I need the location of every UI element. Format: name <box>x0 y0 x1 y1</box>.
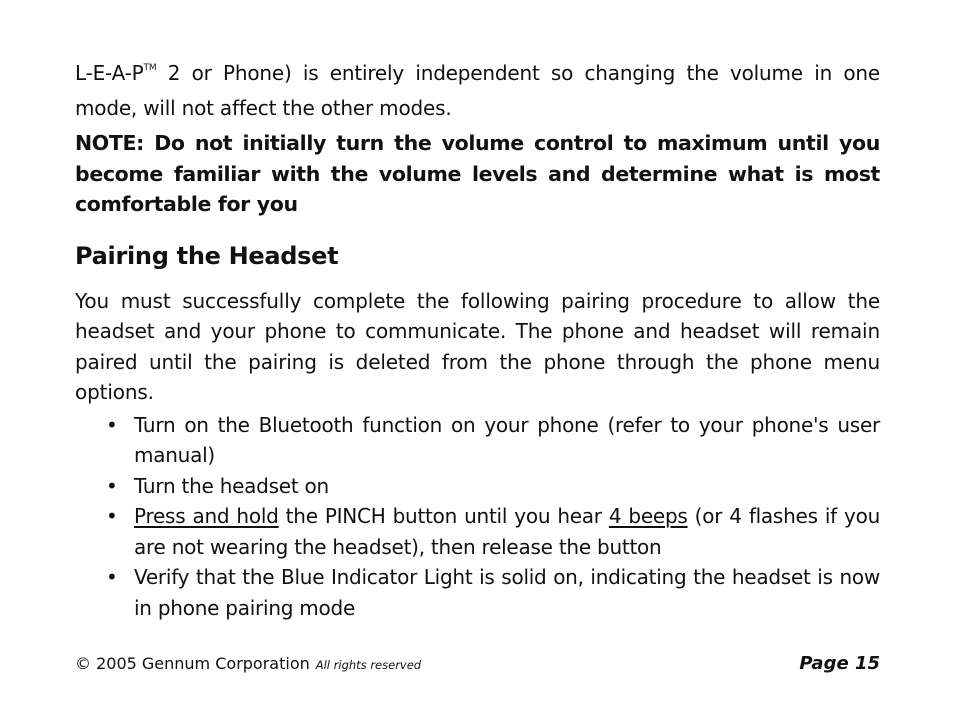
list-item-text: Turn on the Bluetooth function on your phone (refer to your phone's user manual) <box>134 412 880 467</box>
copyright-text: © 2005 Gennum Corporation <box>75 654 310 673</box>
list-item <box>75 562 880 623</box>
volume-note: NOTE: Do not initially turn the volume control to maximum until you become familiar with the volume levels and determine what is most comfortable for you <box>75 131 880 216</box>
bullet-icon: • <box>106 473 118 498</box>
bullet-icon: • <box>106 565 118 589</box>
pairing-steps-list <box>75 410 880 624</box>
list-item <box>75 501 880 562</box>
intro-text: 2 or Phone) is entirely independent so changing the volume in one mode, will not affect the other modes. <box>75 61 880 120</box>
list-item <box>75 471 880 502</box>
pairing-paragraph: You must successfully complete the following pairing procedure to allow the headset and your phone to communicate. The phone and headset will remain paired until the pairing is deleted from the phone through the phone menu options. <box>75 288 880 404</box>
page-footer <box>75 651 880 679</box>
trademark-symbol: TM <box>143 63 157 73</box>
rights-reserved: All rights reserved <box>315 658 422 672</box>
section-heading: Pairing the Headset <box>75 241 339 270</box>
list-item-text: Verify that the Blue Indicator Light is solid on, indicating the headset is now in phone pairing mode <box>134 565 880 620</box>
bullet-icon: • <box>106 412 118 437</box>
page-content <box>75 58 880 623</box>
list-item-text-part: the PINCH button until you hear <box>278 504 609 528</box>
intro-prefix: L-E-A-P <box>75 61 144 85</box>
four-beeps-emphasis: 4 beeps <box>608 504 688 528</box>
list-item-text <box>134 504 880 559</box>
list-item-text: Turn the headset on <box>134 473 329 498</box>
press-and-hold-emphasis: Press and hold <box>134 504 279 528</box>
copyright-notice <box>75 651 421 678</box>
bullet-icon: • <box>106 504 118 528</box>
list-item <box>75 410 880 471</box>
intro-paragraph <box>75 58 880 123</box>
list-item-text-part: (or 4 flashes if you are not wearing the headset), then release the button <box>134 504 881 559</box>
page-number: Page 15 <box>799 653 880 674</box>
